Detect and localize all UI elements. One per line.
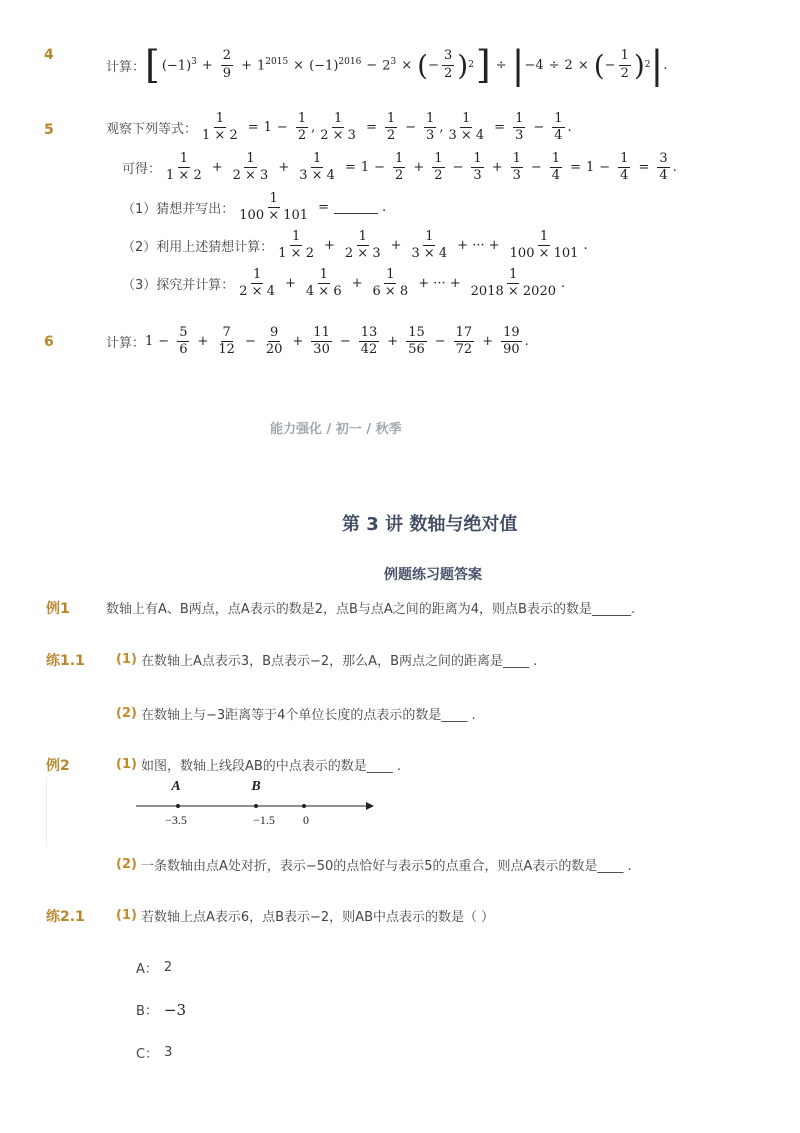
question-number-4: 4	[44, 47, 54, 63]
practice-2-1-label: 练2.1	[46, 909, 85, 925]
option-c[interactable]	[136, 1043, 172, 1062]
question-5-result-label: 可得：	[122, 162, 162, 178]
option-value: 2	[163, 960, 173, 975]
practice-1-1-part-1	[116, 650, 537, 669]
lecture-title: 第 3 讲 数轴与绝对值	[342, 514, 518, 535]
question-number-5: 5	[44, 122, 54, 138]
question-5-part-3-label: （3）探究并计算：	[122, 278, 235, 294]
question-5-part-2: （2）利用上述猜想计算： $\frac{1}{1 \times 2}$ + $\frac{1}{2 \times 3}$ + $\frac{1}{3 \times 4}$ + ··· + $\frac{1}{100 \times 101}$ .	[122, 229, 588, 262]
part-index: (1)	[116, 908, 137, 923]
practice-1-1-part-1-text: 在数轴上A点表示3，B点表示−2，那么A，B两点之间的距离是____ .	[140, 654, 538, 669]
part-index: (2)	[116, 857, 137, 872]
option-key: C：	[136, 1047, 159, 1062]
option-a[interactable]	[136, 958, 172, 977]
practice-2-1-part-1	[116, 906, 494, 925]
number-line-figure	[130, 772, 380, 830]
tick-label: −3.5	[165, 813, 187, 827]
part-index: (1)	[116, 757, 137, 772]
point-b-dot	[254, 804, 258, 808]
part-index: (1)	[116, 652, 137, 667]
question-6-label: 计算：	[106, 336, 146, 352]
point-b-label: B	[251, 779, 261, 794]
practice-1-1-part-2-text: 在数轴上与−3距离等于4个单位长度的点表示的数是____ .	[140, 708, 476, 723]
question-5-part-1-label: （1）猜想并写出：	[122, 202, 235, 218]
example-2-part-2-text: 一条数轴由点A处对折，表示−50的点恰好与表示5的点重合，则点A表示的数是____ .	[140, 859, 632, 874]
margin-rule	[46, 778, 47, 846]
option-value: 3	[164, 1045, 173, 1060]
example-2-part-2	[116, 855, 632, 874]
point-a-dot	[176, 804, 180, 808]
origin-dot	[302, 804, 306, 808]
option-key: B：	[136, 1004, 158, 1019]
number-line-arrow	[366, 802, 374, 810]
question-4-expression: 计算： [ $(-1)^3$ + $\frac{2}{9}$ + $1^{2015}$ × $(-1)^{2016}$ − $2^3$ × ( − $\frac{3}{2}$ ) 2 ] ÷ | −4 ÷ 2 × ( − $\frac{1}{2}$ ) 2 | .	[106, 43, 668, 87]
example-2-label: 例2	[46, 758, 70, 774]
question-5-equations: 观察下列等式： $\frac{1}{1 \times 2}$ = 1 − $\frac{1}{2}$ , $\frac{1}{2 \times 3}$ = $\frac{1}{2}$ − $\frac{1}{3}$ , $\frac{1}{3 \times 4}$ = $\frac{1}{3}$ − $\frac{1}{4}$ .	[106, 111, 572, 144]
section-title: 例题练习题答案	[384, 567, 482, 583]
tick-label: 0	[303, 813, 309, 827]
tick-label: −1.5	[253, 813, 275, 827]
practice-1-1-label: 练1.1	[46, 653, 85, 669]
example-1-label: 例1	[46, 601, 70, 617]
question-number-6: 6	[44, 334, 54, 350]
question-5-part-3: （3）探究并计算： $\frac{1}{2 \times 4}$ + $\frac{1}{4 \times 6}$ + $\frac{1}{6 \times 8}$ + ··· + $\frac{1}{2018 \times 2020}$ .	[122, 267, 566, 300]
example-2-part-1-text: 如图，数轴上线段AB的中点表示的数是____ .	[140, 759, 402, 774]
practice-2-1-part-1-text: 若数轴上点A表示6，点B表示−2，则AB中点表示的数是（ ）	[140, 910, 495, 925]
option-value: −3	[163, 1000, 187, 1019]
option-key: A：	[136, 962, 158, 977]
page-footer: 能力强化 / 初一 / 秋季	[270, 422, 402, 437]
option-b[interactable]	[136, 1000, 186, 1019]
practice-1-1-part-2	[116, 704, 476, 723]
question-5-result: 可得： $\frac{1}{1 \times 2}$ + $\frac{1}{2 \times 3}$ + $\frac{1}{3 \times 4}$ = 1 − $\frac{1}{2}$ + $\frac{1}{2}$ − $\frac{1}{3}$ + $\frac{1}{3}$ − $\frac{1}{4}$ = 1 − $\frac{1}{4}$ = $\frac{3}{4}$ .	[122, 151, 677, 184]
question-5-part-1: （1）猜想并写出： $\frac{1}{100 \times 101}$ = .	[122, 191, 387, 224]
question-5-part-2-label: （2）利用上述猜想计算：	[122, 240, 274, 256]
question-4-label: 计算：	[106, 59, 146, 75]
part-index: (2)	[116, 706, 137, 721]
question-5-label: 观察下列等式：	[106, 122, 198, 138]
point-a-label: A	[171, 779, 181, 794]
example-1-text: 数轴上有A、B两点，点A表示的数是2，点B与点A之间的距离为4，则点B表示的数是______.	[106, 602, 636, 617]
question-6-expression: 计算： 1 − $\frac{5}{6}$ + $\frac{7}{12}$ − $\frac{9}{20}$ + $\frac{11}{30}$ − $\frac{13}{42}$ + $\frac{15}{56}$ − $\frac{17}{72}$ + $\frac{19}{90}$ .	[106, 325, 529, 358]
